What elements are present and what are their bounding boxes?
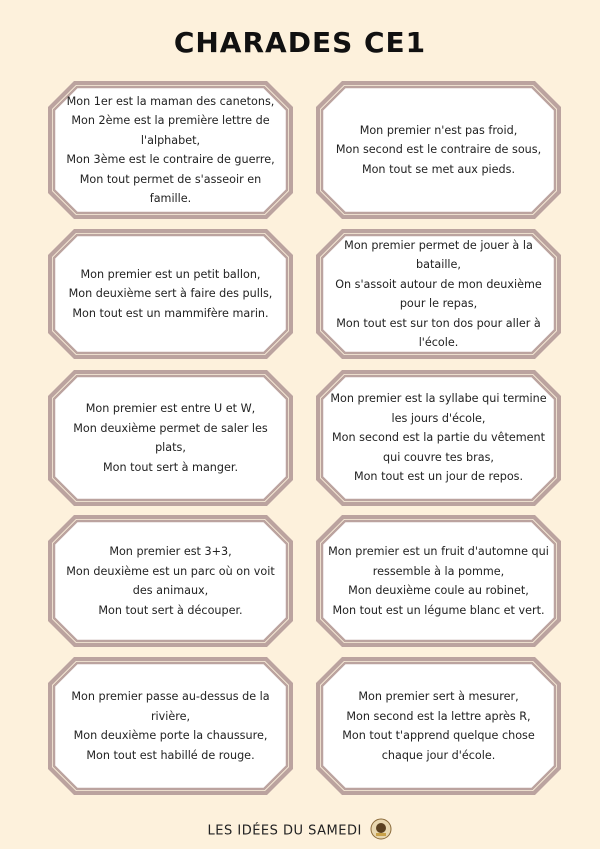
charade-card	[48, 515, 293, 647]
charade-text: Mon premier est un petit ballon, Mon deuxième sert à faire des pulls, Mon tout est un mammifère marin.	[68, 267, 273, 320]
charade-card	[316, 370, 561, 506]
footer-brand: LES IDÉES DU SAMEDI	[207, 823, 362, 839]
charade-text: Mon premier est un fruit d'automne qui ressemble à la pomme, Mon deuxième coule au robinet, Mon tout est un légume blanc et vert.	[328, 545, 549, 617]
charade-card	[48, 370, 293, 506]
charade-text: Mon premier est la syllabe qui termine les jours d'école, Mon second est la partie du vêtement qui couvre tes bras, Mon tout est un jour de repos.	[330, 392, 547, 484]
charade-text: Mon 1er est la maman des canetons, Mon 2ème est la première lettre de l'alphabet, Mon 3ème est le contraire de guerre, Mon tout permet de s'asseoir en famille.	[66, 94, 275, 205]
charade-text: Mon premier passe au-dessus de la rivière, Mon deuxième porte la chaussure, Mon tout est habillé de rouge.	[71, 690, 270, 762]
charade-card	[316, 515, 561, 647]
charade-card	[48, 229, 293, 359]
page-title: CHARADES CE1	[173, 26, 427, 59]
charade-card	[316, 657, 561, 795]
charade-text: Mon premier sert à mesurer, Mon second est la lettre après R, Mon tout t'apprend quelque chose chaque jour d'école.	[342, 690, 535, 762]
charade-card	[316, 229, 561, 359]
charade-text: Mon premier est entre U et W, Mon deuxième permet de saler les plats, Mon tout sert à manger.	[73, 402, 268, 474]
charade-card	[316, 81, 561, 219]
charade-card	[48, 657, 293, 795]
footer	[0, 818, 600, 844]
charade-text: Mon premier permet de jouer à la bataille, On s'assoit autour de mon deuxième pour le repas, Mon tout est sur ton dos pour aller à l'école.	[335, 238, 542, 349]
logo-icon	[370, 818, 392, 844]
charade-text: Mon premier est 3+3, Mon deuxième est un parc où on voit des animaux, Mon tout sert à découper.	[66, 545, 275, 617]
charade-text: Mon premier n'est pas froid, Mon second est le contraire de sous, Mon tout se met aux pieds.	[335, 123, 542, 176]
charade-card	[48, 81, 293, 219]
